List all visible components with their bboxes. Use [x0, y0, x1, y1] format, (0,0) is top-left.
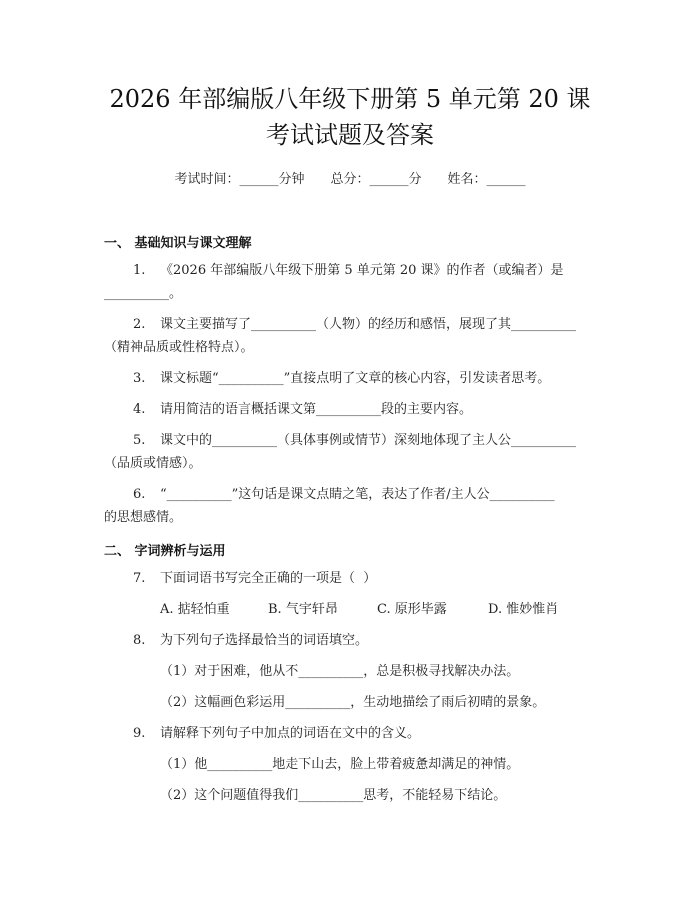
total-score-field: 总分：______分	[330, 172, 422, 187]
option-d: D. 惟妙惟肖	[488, 602, 559, 617]
section-heading-2: 二、 字词辨析与运用	[104, 544, 226, 559]
question-text: 课文主要描写了__________（人物）的经历和感悟，展现了其__________	[160, 317, 577, 332]
question-number: 7.	[133, 571, 146, 586]
question-number: 3.	[133, 371, 146, 386]
question-text: 下面词语书写完全正确的一项是（ ）	[160, 571, 377, 586]
question-number: 2.	[133, 317, 146, 332]
question-number: 8.	[133, 633, 146, 648]
question-text: 为下列句子选择最恰当的词语填空。	[160, 633, 369, 648]
exam-time-field: 考试时间：______分钟	[174, 172, 305, 187]
question-text: 课文标题“__________”直接点明了文章的核心内容，引发读者思考。	[160, 371, 551, 386]
sub-question: （2）这幅画色彩运用__________，生动地描绘了雨后初晴的景象。	[160, 695, 546, 710]
question-number: 9.	[133, 726, 146, 741]
question-text: 请用简洁的语言概括课文第__________段的主要内容。	[160, 402, 473, 417]
option-b: B. 气宇轩昂	[268, 602, 338, 617]
question-number: 1.	[133, 263, 146, 278]
question-text: （精神品质或性格特点）。	[104, 340, 254, 355]
sub-question: （1）他__________地走下山去，脸上带着疲惫却满足的神情。	[160, 757, 520, 772]
question-text: __________。	[104, 286, 183, 301]
question-number: 5.	[133, 433, 146, 448]
question-text: 请解释下列句子中加点的词语在文中的含义。	[160, 726, 421, 741]
exam-meta	[0, 168, 700, 187]
question-text: 的思想感情。	[104, 510, 183, 525]
name-field: 姓名：______	[447, 172, 526, 187]
section-heading-1: 一、 基础知识与课文理解	[104, 236, 252, 251]
page-title-line1: 2026 年部编版八年级下册第 5 单元第 20 课	[109, 85, 591, 113]
option-a: A. 掂轻怕重	[160, 602, 230, 617]
question-number: 6.	[133, 487, 146, 502]
question-text: “__________”这句话是课文点睛之笔，表达了作者/主人公__________	[160, 487, 555, 502]
sub-question: （2）这个问题值得我们__________思考，不能轻易下结论。	[160, 788, 507, 803]
sub-question: （1）对于困难，他从不__________，总是积极寻找解决办法。	[160, 664, 520, 679]
option-c: C. 原形毕露	[377, 602, 447, 617]
question-text: （品质或情感）。	[104, 456, 202, 471]
question-text: 课文中的__________（具体事例或情节）深刻地体现了主人公__________	[160, 433, 577, 448]
question-text: 《2026 年部编版八年级下册第 5 单元第 20 课》的作者（或编者）是	[160, 263, 564, 278]
page-title-line2: 考试试题及答案	[266, 121, 434, 149]
question-number: 4.	[133, 402, 146, 417]
